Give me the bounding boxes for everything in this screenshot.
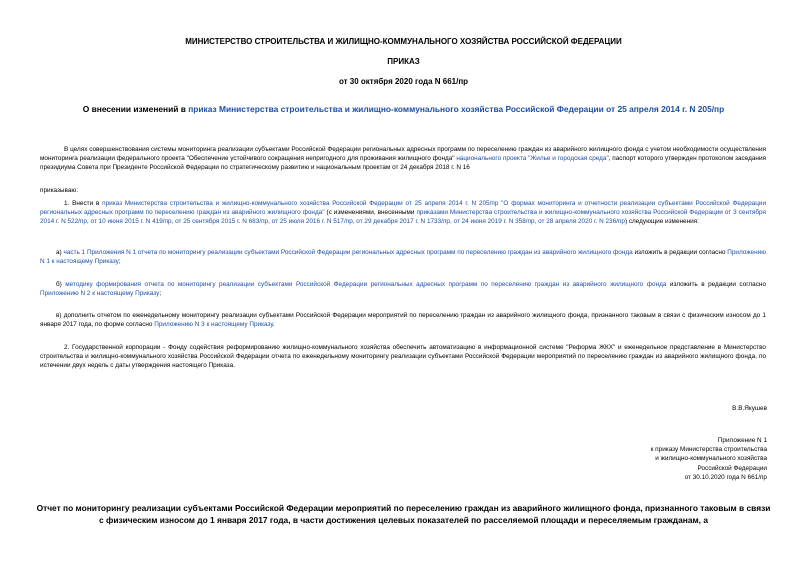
document-type: ПРИКАЗ [387, 57, 420, 66]
document-subject [30, 104, 777, 114]
item-b-text-1: б) [56, 281, 66, 288]
part-1-appendix-link[interactable]: часть 1 Приложения N 1 отчета по мониторингу реализации субъектами Российской Федерации региональных адресных программ по переселению граждан из аварийного жилищного фонда [63, 249, 633, 256]
appendix-line-3: и жилищно-коммунального хозяйства [655, 455, 767, 463]
preamble-text-1: В целях совершенствования системы мониторинга реализации субъектами Российской Федерации региональных адресных программ по переселению граждан из аварийного жилищного фонда с учетом необходимости осуществления мониторинга реализации федерального проекта "Обеспечение устойчивого сокращения непригодного для проживания жилищного фонда" [40, 146, 766, 162]
item-b-paragraph [40, 280, 766, 298]
item-a-text-1: а) [56, 249, 64, 256]
item-1-paragraph [40, 199, 766, 226]
appendix-2-link[interactable]: Приложению N 2 к настоящему Приказу [40, 290, 160, 297]
national-project-link[interactable]: национального проекта "Жилье и городская среда" [456, 155, 609, 162]
item-1-text-3: ) следующие изменения: [624, 218, 699, 225]
item-2-paragraph: 2. Государственной корпорации - Фонду содействия реформированию жилищно-коммунального хозяйства обеспечить автоматизацию в информационной системе "Реформа ЖКХ" и еженедельное представление в Министерство строительства и жилищно-коммунального хозяйства Российской Федерации отчета по еженедельному мониторингу реализации субъектами Российской Федерации мероприятий по переселению граждан из аварийного жилищного фонда, по истечении двух недель с даты утверждения настоящего Приказа. [40, 344, 766, 369]
item-c-text-1: в) дополнить отчетом по еженедельному мониторингу реализации субъектами Российской Федерации мероприятий по переселению граждан из аварийного жилищного фонда, признанного таковым в связи с физическим износом до 1 января 2017 года, по форме согласно [40, 312, 766, 328]
item-b-text-3: ; [159, 290, 162, 297]
appendix-line-2: к приказу Министерства строительства [650, 446, 767, 454]
amending-orders-link[interactable]: приказами Министерства строительства и жилищно-коммунального хозяйства Российской Федерации от 3 сентября 2014 г. N 522/пр, от 10 июня 2015 г. N 419/пр, от 25 сентября 2015 г. N 683/пр, от 25 июля 2016 г. N 517/пр, от 29 декабря 2017 г. N 1733/пр, от 24 июня 2019 г. N 358/пр, от 28 апреля 2020 г. N 236/пр [40, 209, 766, 225]
item-c-paragraph [40, 311, 766, 329]
appendix-header [567, 436, 767, 482]
report-title: Отчет по мониторингу реализации субъектами Российской Федерации мероприятий по переселению граждан из аварийного жилищного фонда, признанного таковым в связи с физическим износом до 1 января 2017 года, в части достижения целевых показателей по расселяемой площади и переселяемым гражданам, а [36, 503, 771, 525]
appendix-line-5: от 30.10.2020 года N 661/пр [684, 473, 767, 481]
item-c-text-2: . [272, 321, 275, 328]
item-a-text-3: ; [118, 258, 121, 265]
ministry-heading: МИНИСТЕРСТВО СТРОИТЕЛЬСТВА И ЖИЛИЩНО-КОММУНАЛЬНОГО ХОЗЯЙСТВА РОССИЙСКОЙ ФЕДЕРАЦИИ [185, 37, 622, 46]
appendix-line-4: Российской Федерации [697, 464, 767, 472]
order-word: приказываю: [40, 187, 78, 194]
appendix-3-link[interactable]: Приложению N 3 к настоящему Приказу [154, 321, 273, 328]
item-b-text-2: изложить в редакции согласно [666, 281, 766, 288]
order-205-link[interactable]: приказ Министерства строительства и жилищно-коммунального хозяйства Российской Федерации от 25 апреля 2014 г. N 205/пр "О формах мониторинга и отчетности реализации субъектами Российской Федерации региональных адресных программ по переселению граждан из аварийного жилищного фонда" [40, 200, 767, 216]
subject-prefix: О внесении изменений в [82, 104, 189, 114]
methodology-link[interactable]: методику формирования отчета по мониторингу реализации субъектами Российской Федерации региональных адресных программ по переселению граждан из аварийного жилищного фонда [65, 281, 667, 288]
signature: В.В.Якушев [732, 405, 767, 412]
preamble-text-2: , паспорт которого утвержден протоколом заседания президиума Совета при Президенте Российской Федерации по стратегическому развитию и национальным проектам от 24 декабря 2018 г. N 16 [40, 155, 766, 171]
preamble-paragraph [40, 145, 766, 172]
item-a-text-2: изложить в редакции согласно [632, 249, 728, 256]
item-a-paragraph [40, 248, 766, 266]
subject-order-link[interactable]: приказ Министерства строительства и жилищно-коммунального хозяйства Российской Федерации от 25 апреля 2014 г. N 205/пр [188, 104, 725, 114]
appendix-1-link[interactable]: Приложению N 1 к настоящему Приказу [40, 249, 766, 265]
document-date-number: от 30 октября 2020 года N 661/пр [338, 77, 469, 86]
item-1-text-2: (с изменениями, внесенными [324, 209, 417, 216]
appendix-line-1: Приложение N 1 [717, 437, 767, 444]
item-1-text-1: 1. Внести в [64, 200, 103, 207]
